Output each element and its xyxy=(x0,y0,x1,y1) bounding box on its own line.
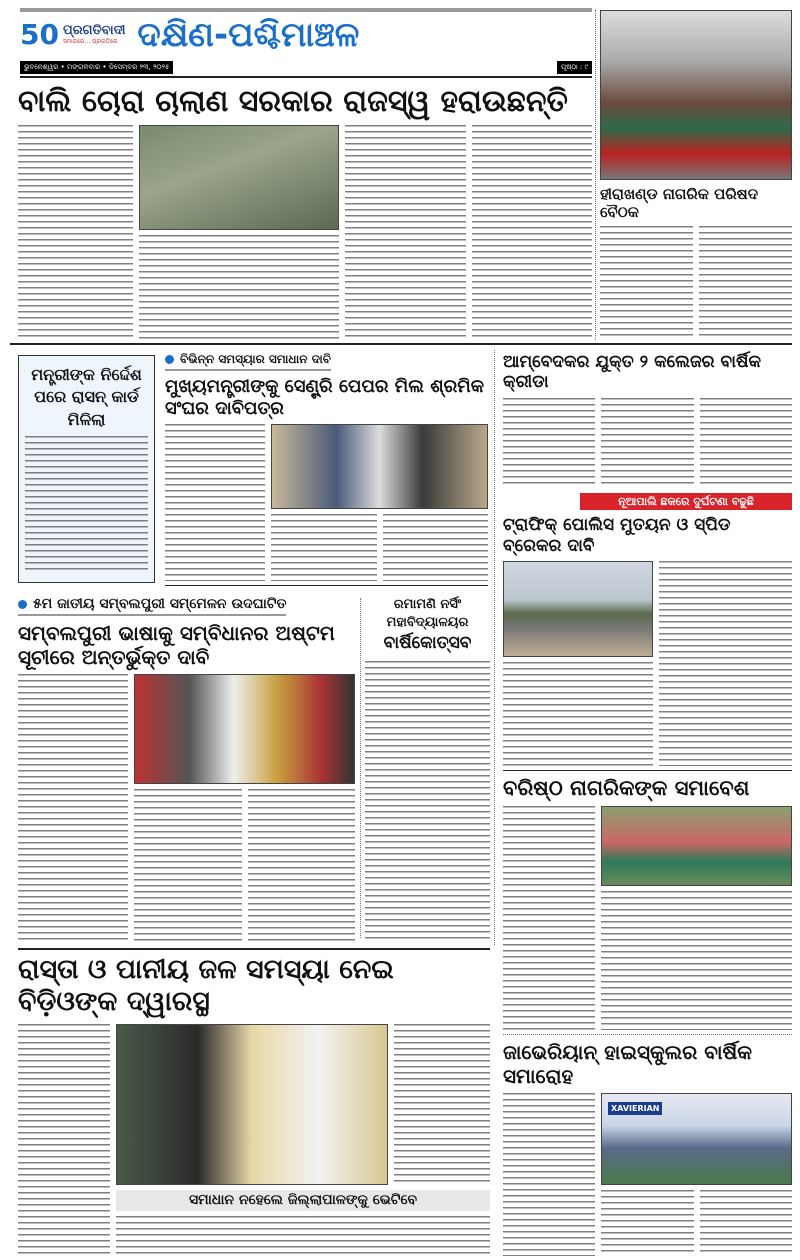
traffic-headline: ଟ୍ରାଫିକ୍ ପୋଲିସ ମୁତୟନ ଓ ସ୍ପିଡ ବ୍ରେକର ଦାବି xyxy=(503,515,731,556)
ambedkar-traffic xyxy=(503,352,792,766)
lead-photo xyxy=(139,125,339,230)
paper-mill-headline: ମୁଖ୍ୟମନ୍ତ୍ରୀଙ୍କୁ ସେଣ୍ଟ୍ରି ପେପର ମିଲ ଶ୍ରମିକ ସଂଘର ଦାବିପତ୍ର xyxy=(165,376,485,419)
paper-mill-kicker: ବିଭିନ୍ନ ସମସ୍ୟାର ସମାଧାନ ଦାବି xyxy=(165,352,331,371)
hirakhand-story xyxy=(600,10,792,340)
nursing-headline: ରମାମଣି ନର୍ସିଂ ମହାବିଦ୍ୟାଳୟର ବାର୍ଷିକୋତ୍ସବ xyxy=(383,597,472,654)
xavierian-headline: ଜାଭେରିୟାନ୍ ହାଇସ୍କୁଲର ବାର୍ଷିକ ସମାରୋହ xyxy=(503,1040,753,1088)
senior-story xyxy=(503,776,792,1030)
page-number: ପୃଷ୍ଠା : ୯ xyxy=(557,61,592,74)
bullet-icon xyxy=(165,355,174,364)
section-title: ଦକ୍ଷିଣ-ପଶ୍ଚିମାଞ୍ଚଳ xyxy=(137,14,360,55)
senior-photo xyxy=(601,806,792,886)
sambalpuri-headline: ସମ୍ବଲପୁରୀ ଭାଷାକୁ ସମ୍ବିଧାନର ଅଷ୍ଟମ ସୂଚୀରେ ଅନ୍ତର୍ଭୁକ୍ତ ଦାବି xyxy=(18,621,335,669)
senior-headline: ବରିଷ୍ଠ ନାଗରିକଙ୍କ ସମାବେଶ xyxy=(503,776,750,800)
sambalpuri-kicker: ୫ମ ଜାତୀୟ ସମ୍ବଲପୁରୀ ସମ୍ମେଳନ ଉଦଘାଟିତ xyxy=(18,596,286,616)
road-water-photo xyxy=(116,1024,388,1185)
traffic-photo xyxy=(503,561,653,657)
paper-mill-story xyxy=(165,352,488,586)
masthead xyxy=(20,8,592,78)
ration-headline: ମନ୍ତ୍ରୀଙ୍କ ନିର୍ଦ୍ଦେଶ ପରେ ରାସନ୍ କାର୍ଡ ମିଳିଲା xyxy=(31,365,142,429)
ambedkar-headline: ଆମ୍ବେଦକର ଯୁକ୍ତ ୨ କଲେଜର ବାର୍ଷିକ କ୍ରୀଡା xyxy=(503,352,762,393)
paper-mill-photo xyxy=(271,424,488,509)
ration-box xyxy=(18,355,155,583)
road-water-story xyxy=(18,954,490,1256)
road-water-headline: ରାସ୍ତା ଓ ପାନୀୟ ଜଳ ସମସ୍ୟା ନେଇ ବିଡ଼ିଓଙ୍କ ଦ୍ୱାରସ୍ଥ xyxy=(18,954,394,1018)
traffic-banner: ନୂଆପାଲି ଛକରେ ଦୁର୍ଘଟଣା ବଢୁଛି xyxy=(580,493,792,510)
lead-headline: ବାଲି ଚୋରା ଚାଲାଣ ସରକାର ରାଜସ୍ୱ ହରାଉଛନ୍ତି xyxy=(18,84,568,119)
hirakhand-headline: ହୀରାଖଣ୍ଡ ନାଗରିକ ପରିଷଦ ବୈଠକ xyxy=(600,185,759,221)
hirakhand-photo xyxy=(600,10,792,180)
xavierian-story xyxy=(503,1040,792,1256)
bullet-icon xyxy=(18,600,27,609)
logo: 50 ପ୍ରଗତିବାଦୀ ସମାଜରେ... ପ୍ରଗତିରେ xyxy=(20,18,126,51)
sambalpuri-story xyxy=(18,596,355,942)
dateline-bar: ଭୁବନେଶ୍ୱର • ମଙ୍ଗଳବାର • ଡିସେମ୍ବର ୨୩, ୨୦୨୫ ପୃଷ୍ଠା : ୯ xyxy=(20,61,592,78)
xavierian-photo: XAVIERIAN xyxy=(601,1093,792,1185)
road-water-subhead: ସମାଧାନ ନହେଲେ ଜିଲ୍ଲାପାଳଙ୍କୁ ଭେଟିବେ xyxy=(116,1190,490,1211)
sambalpuri-photo xyxy=(134,674,355,784)
nursing-story xyxy=(365,596,490,942)
lead-story xyxy=(18,84,592,340)
